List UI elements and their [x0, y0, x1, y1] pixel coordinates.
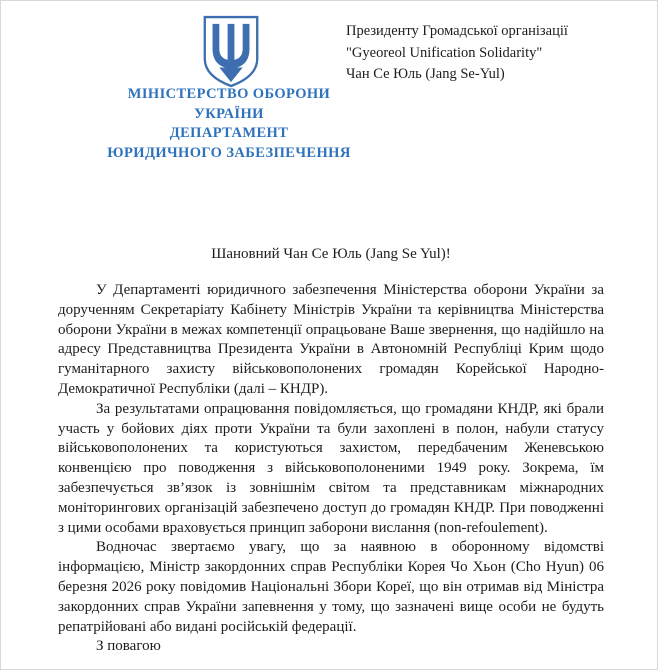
- letterhead-line-3: ДЕПАРТАМЕНТ: [169, 125, 289, 141]
- recipient-title-line: Президенту Громадської організації: [346, 23, 568, 39]
- recipient-name-line: Чан Се Юль (Jang Se-Yul): [346, 66, 505, 82]
- letterhead-line-4: ЮРИДИЧНОГО ЗАБЕЗПЕЧЕННЯ: [107, 144, 351, 161]
- letter-body: [58, 281, 604, 657]
- body-paragraph-2: За результатами опрацювання повідомляється, що громадяни КНДР, які брали участь у бойових діях проти України та були захоплені в полон, набули статусу військовополонених та користуються захистом, передбаченим Женевською конвенцією про поводження з військовополоненими 1949 року. Зокрема, їм забезпечується зв’язок із зовнішнім світом та представникам міжнародних моніторингових організацій забезпечено доступ до громадян КНДР. При поводженні з цими особами враховується принцип заборони вислання (non-refoulement).: [58, 400, 604, 536]
- recipient-organization-line: "Gyeoreol Unification Solidarity": [346, 44, 543, 61]
- letterhead-line-2: УКРАЇНИ: [194, 105, 264, 122]
- salutation: Шановний Чан Се Юль (Jang Se Yul)!: [211, 246, 451, 262]
- recipient-block: [346, 21, 568, 86]
- body-paragraph-3: Водночас звертаємо увагу, що за наявною в оборонному відомстві інформацією, Міністр закордонних справ Республіки Корея Чо Хьон (Cho Hyun) 06 березня 2026 року повідомив Національні Збори Кореї, що він отримав від Міністра закордонних справ України запевнення у тому, що зазначені вище особи не будуть репатрійовані або видані російській федерації.: [58, 539, 604, 635]
- closing-line: З повагою: [96, 638, 161, 655]
- letterhead-block: [39, 85, 419, 163]
- body-paragraph-1: У Департаменті юридичного забезпечення Міністерства оборони України за дорученням Секретаріату Кабінету Міністрів України та керівництва Міністерства оборони України в межах компетенції опрацьоване Ваше звернення, що надійшло на адресу Представництва Президента України в Автономній Республіці Крим щодо гуманітарного захисту військовополонених громадян Корейської Народно-Демократичної Республіки (далі – КНДР).: [58, 282, 604, 397]
- ukraine-trident-emblem-icon: [197, 14, 265, 90]
- letterhead-line-1: МІНІСТЕРСТВО ОБОРОНИ: [127, 86, 331, 102]
